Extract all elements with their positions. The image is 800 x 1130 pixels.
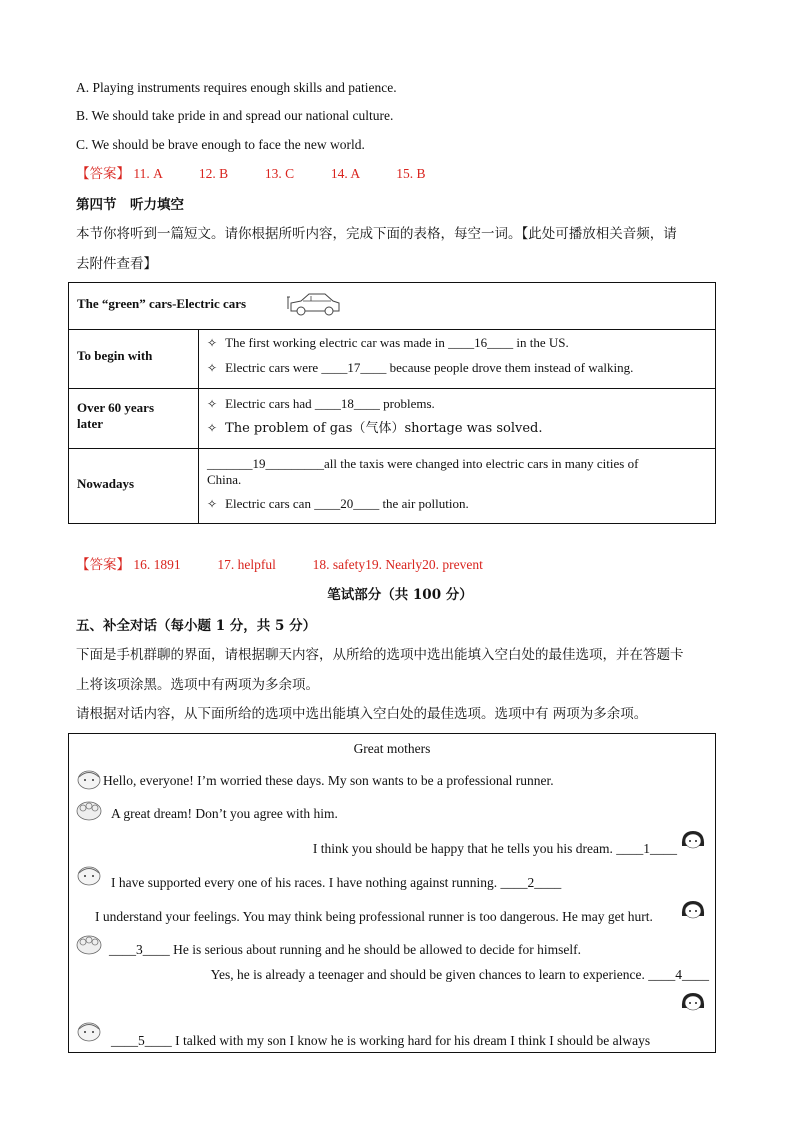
cartoon-avatar-icon bbox=[75, 864, 103, 886]
answer-item: 13. C bbox=[264, 166, 295, 181]
listening-table bbox=[68, 282, 716, 524]
chat-message: Yes, he is already a teenager and should be given chances to learn to experience. ____4____ bbox=[210, 967, 709, 982]
section-4-instructions: 本节你将听到一篇短文。请你根据所听内容，完成下面的表格，每空一词。【此处可播放相关音频，请 bbox=[76, 226, 677, 242]
row-label-over-60: Over 60 years bbox=[77, 400, 155, 415]
girl-avatar-icon bbox=[679, 898, 707, 920]
section-4-title: 第四节 听力填空 bbox=[76, 197, 184, 213]
answer-line-2 bbox=[76, 556, 483, 574]
diamond-outline-icon: ✧ bbox=[207, 336, 218, 350]
chat-message: A great dream! Don’t you agree with him. bbox=[111, 806, 338, 821]
table-line: _______19_________all the taxis were changed into electric cars in many cities of bbox=[207, 456, 639, 471]
answer-item: 18. safety19. Nearly20. prevent bbox=[312, 557, 483, 572]
option-b: B. We should take pride in and spread our national culture. bbox=[76, 108, 394, 123]
table-line-cont: China. bbox=[207, 472, 242, 487]
curly-hair-avatar-icon bbox=[75, 800, 103, 822]
table-line: ✧ Electric cars can ____20____ the air pollution. bbox=[207, 496, 469, 511]
answer-item: 15. B bbox=[396, 166, 426, 181]
chat-message: I understand your feelings. You may think being professional runner is too dangerous. He may get hurt. bbox=[95, 909, 653, 924]
electric-car-icon bbox=[287, 289, 343, 317]
table-line: ✧ The problem of gas（气体）shortage was solved. bbox=[207, 421, 543, 436]
curly-hair-avatar-icon bbox=[75, 934, 103, 956]
table-line: ✧ Electric cars were ____17____ because people drove them instead of walking. bbox=[207, 360, 634, 375]
cartoon-avatar-icon bbox=[75, 1020, 103, 1042]
answer-tag: 【答案】 bbox=[76, 166, 130, 182]
chat-message: ____5____ I talked with my son I know he is working hard for his dream I think I should be always bbox=[111, 1033, 651, 1048]
row-label-later: later bbox=[77, 416, 103, 431]
answer-item: 16. 1891 bbox=[133, 557, 181, 572]
table-title: The “green” cars-Electric cars bbox=[77, 296, 247, 311]
diamond-outline-icon: ✧ bbox=[207, 421, 218, 435]
row-label-nowadays: Nowadays bbox=[77, 476, 135, 491]
answer-tag: 【答案】 bbox=[76, 557, 130, 573]
cartoon-avatar-icon bbox=[75, 768, 103, 790]
girl-avatar-icon bbox=[679, 828, 707, 850]
table-line: ✧ The first working electric car was made in ____16____ in the US. bbox=[207, 335, 569, 350]
section-5-title: 五、补全对话（每小题 1 分，共 5 分） bbox=[76, 618, 317, 634]
answer-item: 12. B bbox=[198, 166, 229, 181]
section-5-instructions-alt: 请根据对话内容，从下面所给的选项中选出能填入空白处的最佳选项。选项中有 两项为多余项。 bbox=[76, 706, 648, 722]
row-label-begin: To begin with bbox=[77, 348, 153, 363]
chat-message: I have supported every one of his races. I have nothing against running. ____2____ bbox=[111, 875, 562, 890]
section-5-instructions: 下面是手机群聊的界面，请根据聊天内容，从所给的选项中选出能填入空白处的最佳选项，并在答题卡 bbox=[76, 647, 684, 663]
answer-line-1 bbox=[76, 165, 425, 183]
answer-item: 11. A bbox=[133, 166, 163, 181]
girl-avatar-icon bbox=[679, 990, 707, 1012]
answer-item: 14. A bbox=[330, 166, 360, 181]
diamond-outline-icon: ✧ bbox=[207, 361, 218, 375]
chat-message: I think you should be happy that he tells you his dream. ____1____ bbox=[312, 841, 677, 856]
section-5-instructions-cont: 上将该项涂黑。选项中有两项为多余项。 bbox=[76, 677, 319, 693]
option-c: C. We should be brave enough to face the new world. bbox=[76, 137, 365, 152]
answer-item: 17. helpful bbox=[217, 557, 276, 572]
chat-message: Hello, everyone! I’m worried these days. My son wants to be a professional runner. bbox=[103, 773, 554, 788]
table-line: ✧ Electric cars had ____18____ problems. bbox=[207, 396, 435, 411]
diamond-outline-icon: ✧ bbox=[207, 497, 218, 511]
written-part-title: 笔试部分（共 100 分） bbox=[327, 587, 473, 603]
dialog-title: Great mothers bbox=[353, 741, 431, 756]
section-4-instructions-cont: 去附件查看】 bbox=[76, 256, 157, 272]
chat-dialog-box bbox=[68, 733, 716, 1053]
option-a: A. Playing instruments requires enough skills and patience. bbox=[76, 80, 397, 95]
diamond-outline-icon: ✧ bbox=[207, 397, 218, 411]
chat-message: ____3____ He is serious about running and he should be allowed to decide for himself. bbox=[109, 942, 582, 957]
